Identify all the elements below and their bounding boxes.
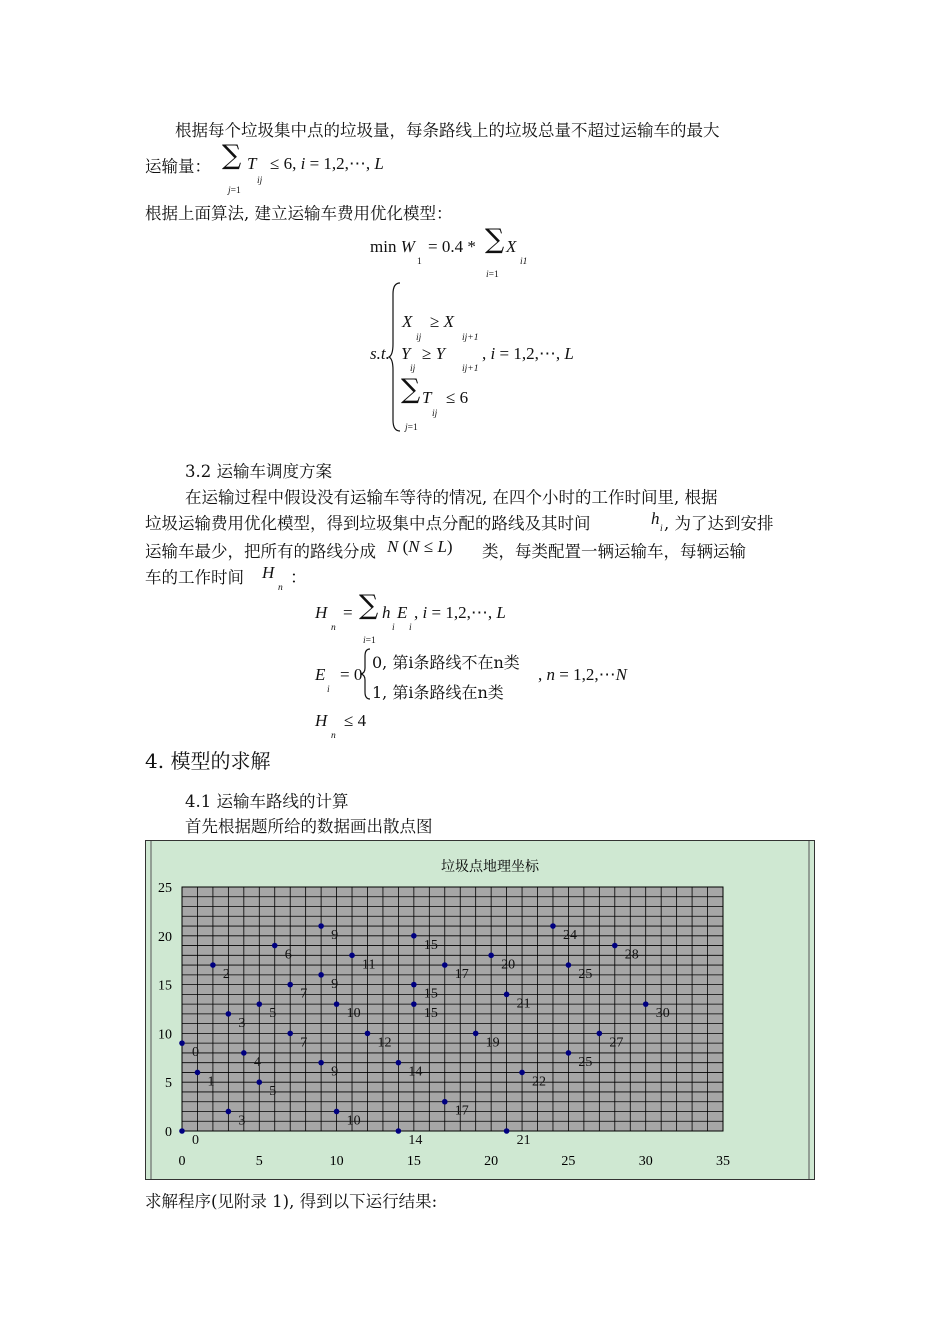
para2: 根据上面算法, 建立运输车费用优化模型： [145,204,453,223]
section-3-2-title: 3.2 运输车调度方案 [185,462,332,481]
para3-line4: 车的工作时间 [145,568,244,587]
data-point [287,982,293,988]
data-point-label: 15 [423,1006,438,1022]
data-point [488,953,494,959]
data-point [519,1070,525,1076]
data-point-label: 10 [346,1006,361,1022]
para1-line2-prefix: 运输量： [145,157,211,176]
x-tick-label: 0 [178,1154,186,1169]
data-point-label: 5 [269,1084,277,1100]
data-point-label: 7 [300,1035,308,1051]
section-4-title: 4. 模型的求解 [145,749,271,773]
y-tick-label: 0 [165,1125,172,1140]
data-point-label: 15 [423,937,438,953]
data-point [597,1031,603,1037]
para3-line3a: 运输车最少，把所有的路线分成 [145,542,376,561]
para3-line3b: 类，每类配置一辆运输车，每辆运输 [482,542,746,561]
data-point-label: 3 [238,1015,246,1031]
data-point-label: 0 [192,1045,199,1061]
scatter-chart [145,840,815,1180]
para3-line1: 在运输过程中假设没有运输车等待的情况, 在四个小时的工作时间里, 根据 [185,488,718,507]
data-point-label: 10 [346,1113,361,1129]
para3-line2b: , 为了达到安排 [664,514,774,533]
data-point-label: 9 [331,928,339,944]
data-point [179,1128,185,1134]
data-point [473,1031,479,1037]
data-point [272,943,278,949]
x-tick-label: 30 [638,1154,653,1169]
para4: 首先根据题所给的数据画出散点图 [185,817,433,836]
data-point [318,1060,324,1066]
data-point-label: 21 [516,996,531,1012]
data-point-label: 19 [485,1035,500,1051]
para5: 求解程序(见附录 1), 得到以下运行结果: [145,1192,438,1211]
data-point [396,1060,402,1066]
data-point [396,1128,402,1134]
data-point [241,1050,247,1056]
data-point-label: 22 [532,1074,547,1090]
data-point [287,1031,293,1037]
data-point-label: 21 [516,1133,531,1148]
data-point [334,1001,340,1007]
scatter-chart-svg [145,840,815,1180]
data-point-label: 0 [192,1133,199,1148]
data-point [566,1050,572,1056]
data-point [318,923,324,929]
data-point [612,943,618,949]
data-point-label: 3 [238,1113,246,1129]
data-point-label: 17 [454,1103,469,1119]
data-point-label: 14 [408,1133,423,1148]
data-point-label: 24 [562,928,577,944]
data-point [210,962,216,968]
section-4-1-title: 4.1 运输车路线的计算 [185,792,349,811]
data-point [550,923,556,929]
x-tick-label: 10 [329,1154,344,1169]
x-tick-label: 5 [255,1154,263,1169]
data-point [226,1011,232,1017]
data-point [195,1070,201,1076]
data-point [226,1109,232,1115]
data-point-label: 5 [269,1006,277,1022]
data-point [334,1109,340,1115]
data-point-label: 1 [207,1074,215,1090]
x-tick-label: 15 [406,1154,421,1169]
data-point [349,953,355,959]
y-tick-label: 25 [158,881,172,896]
data-point [411,1001,417,1007]
data-point-label: 25 [578,1054,593,1070]
x-tick-label: 20 [484,1154,499,1169]
data-point [365,1031,371,1037]
data-point [411,933,417,939]
data-point [256,1001,262,1007]
data-point [442,962,448,968]
data-point-label: 9 [331,1064,339,1080]
y-tick-label: 20 [158,929,172,945]
data-point [411,982,417,988]
y-tick-label: 5 [165,1076,172,1092]
chart-title: 垃圾点地理坐标 [441,859,539,875]
data-point-label: 28 [624,947,639,963]
para1-line1: 根据每个垃圾集中点的垃圾量，每条路线上的垃圾总量不超过运输车的最大 [175,121,720,140]
data-point-label: 14 [408,1064,423,1080]
data-point-label: 9 [331,976,339,992]
data-point-label: 12 [377,1035,392,1051]
data-point [504,1128,510,1134]
data-point-label: 25 [578,967,593,983]
data-point-label: 15 [423,986,438,1002]
case-in-class: 1, 第i条路线在n类 [372,683,504,702]
x-tick-label: 35 [716,1154,730,1169]
data-point [179,1040,185,1046]
data-point [566,962,572,968]
data-point [442,1099,448,1105]
data-point-label: 27 [609,1035,624,1051]
data-point-label: 2 [222,967,230,983]
data-point-label: 7 [300,986,308,1002]
y-tick-label: 15 [158,978,172,994]
data-point-label: 6 [284,947,292,963]
data-point [256,1079,262,1085]
data-point [504,992,510,998]
data-point-label: 17 [454,967,469,983]
data-point-label: 11 [362,957,376,973]
data-point [643,1001,649,1007]
data-point-label: 30 [655,1006,670,1022]
para3-line2a: 垃圾运输费用优化模型，得到垃圾集中点分配的路线及其时间 [145,514,591,533]
data-point-label: 20 [501,957,516,973]
plot-area [182,887,723,1131]
data-point [318,972,324,978]
data-point-label: 4 [253,1054,261,1070]
x-tick-label: 25 [561,1154,576,1169]
y-tick-label: 10 [158,1027,172,1043]
case-not-in-class: 0, 第i条路线不在n类 [372,653,520,672]
